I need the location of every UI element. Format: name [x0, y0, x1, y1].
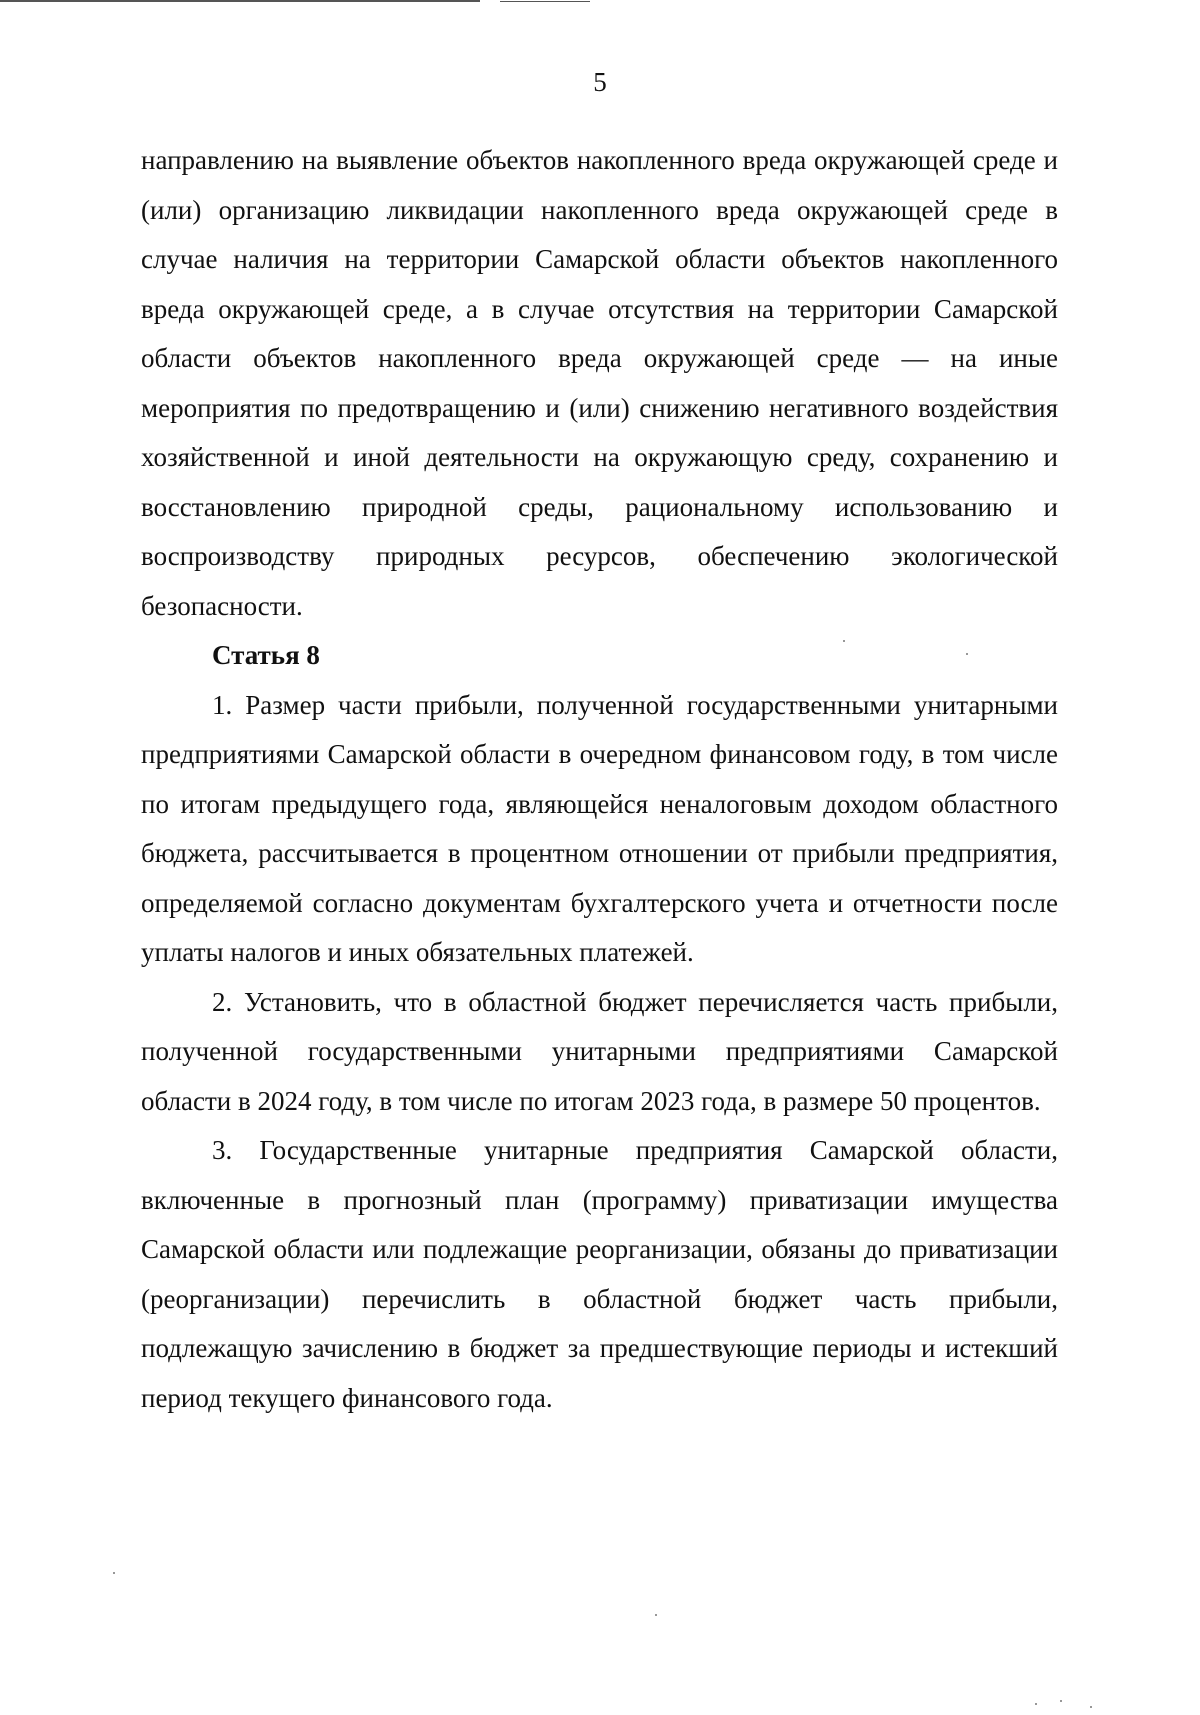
scan-edge-line — [0, 0, 480, 2]
scan-speck — [1035, 1703, 1037, 1705]
scan-speck — [1090, 1706, 1092, 1708]
scan-speck — [1060, 1700, 1062, 1702]
scan-edge-line — [500, 1, 590, 2]
scan-speck — [843, 640, 845, 642]
article-clause-1: 1. Размер части прибыли, полученной государственными унитарными предприятиями Самарской области в очередном финансовом году, в том числе по итогам предыдущего года, являющейся неналоговым доходом областного бюджета, рассчитывается в процентном отношении от прибыли предприятия, определяемой согласно документам бухгалтерского учета и отчетности после уплаты налогов и иных обязательных платежей. — [141, 689, 1058, 967]
page-number: 5 — [593, 67, 607, 97]
continued-paragraph: направлению на выявление объектов накопленного вреда окружающей среде и (или) организацию ликвидации накопленного вреда окружающей среде в случае наличия на территории Самарской области объектов накопленного вреда окружающей среде, а в случае отсутствия на территории Самарской области объектов накопленного вреда окружающей среде — на иные мероприятия по предотвращению и (или) снижению негативного воздействия хозяйственной и иной деятельности на окружающую среду, сохранению и восстановлению природной среды, рациональному использованию и воспроизводству природных ресурсов, обеспечению экологической безопасности. — [141, 145, 1058, 621]
article-heading: Статья 8 — [212, 640, 320, 670]
scan-speck — [966, 653, 968, 655]
article-clause-3: 3. Государственные унитарные предприятия Самарской области, включенные в прогнозный план (программу) приватизации имущества Самарской области или подлежащие реорганизации, обязаны до приватизации (реорганизации) перечислить в областной бюджет часть прибыли, подлежащую зачислению в бюджет за предшествующие периоды и истекший период текущего финансового года. — [141, 1135, 1058, 1413]
scan-speck — [113, 1572, 115, 1574]
document-body — [141, 136, 1058, 1423]
article-clause-2: 2. Установить, что в областной бюджет перечисляется часть прибыли, полученной государственными унитарными предприятиями Самарской области в 2024 году, в том числе по итогам 2023 года, в размере 50 процентов. — [141, 986, 1058, 1116]
scan-speck — [655, 1614, 657, 1616]
